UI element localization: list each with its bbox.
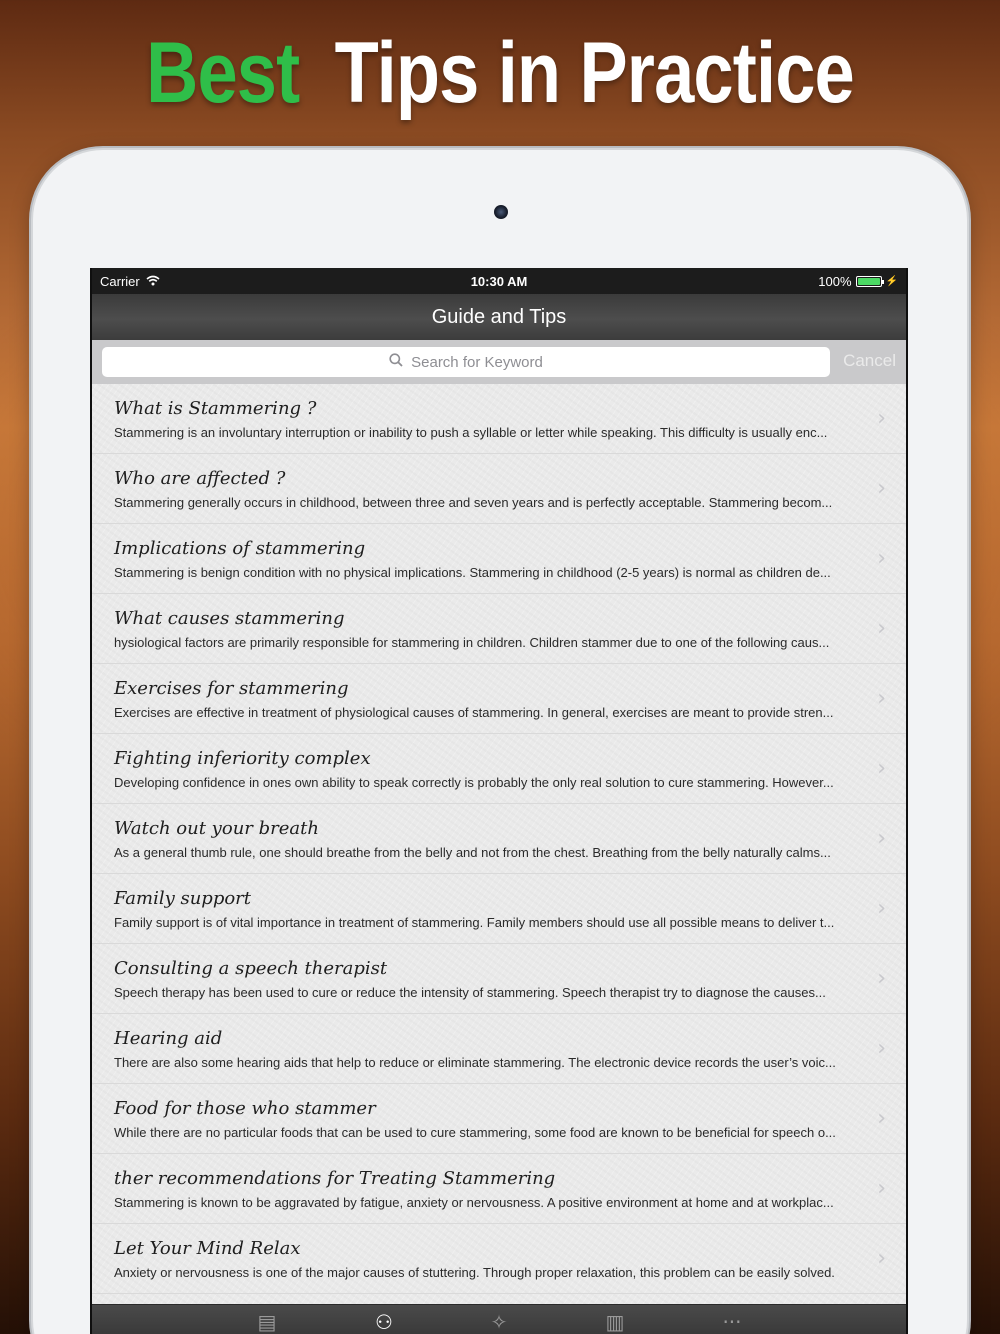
headline-accent: Best <box>146 25 300 121</box>
list-item-title: Hearing aid <box>114 1028 223 1049</box>
list-item[interactable] <box>92 594 906 664</box>
status-time: 10:30 AM <box>470 274 528 289</box>
list-item-title: Family support <box>114 888 252 909</box>
list-item[interactable] <box>92 384 906 454</box>
list-item[interactable] <box>92 1084 906 1154</box>
list-item[interactable] <box>92 454 906 524</box>
chevron-right-icon: › <box>877 896 886 921</box>
list-item[interactable] <box>92 1154 906 1224</box>
list-item-title: ther recommendations for Treating Stammering <box>114 1168 556 1189</box>
list-item-description: Family support is of vital importance in treatment of stammering. Family members should use all possible means to deliver t... <box>114 915 835 930</box>
chevron-right-icon: › <box>877 826 886 851</box>
chevron-right-icon: › <box>877 476 886 501</box>
list-item[interactable] <box>92 1224 906 1294</box>
chevron-right-icon: › <box>877 406 886 431</box>
list-item-description: While there are no particular foods that can be used to cure stammering, some food are known to be beneficial for speech o... <box>114 1125 836 1140</box>
more-icon[interactable]: ··· <box>722 1310 742 1334</box>
list-item-title: Implications of stammering <box>114 538 366 559</box>
list-item-description: Anxiety or nervousness is one of the major causes of stuttering. Through proper relaxation, this problem can be easily solved. <box>114 1265 835 1280</box>
cabinet-icon[interactable]: ▥ <box>605 1310 625 1334</box>
search-input[interactable] <box>102 347 830 377</box>
status-right <box>818 274 898 289</box>
list-item-description: Stammering is an involuntary interruption or inability to push a syllable or letter while speaking. This difficulty is usually enc... <box>114 425 828 440</box>
cancel-button[interactable]: Cancel <box>843 351 896 370</box>
list-item-title: Let Your Mind Relax <box>114 1238 301 1259</box>
list-item-description: Developing confidence in ones own ability to speak correctly is probably the only real solution to cure stammering. However... <box>114 775 834 790</box>
binoculars-icon[interactable]: ⚇ <box>375 1310 393 1334</box>
list-item-description: As a general thumb rule, one should breathe from the belly and not from the chest. Breathing from the belly naturally calms... <box>114 845 831 860</box>
battery-percent: 100% <box>818 274 852 289</box>
list-item-title: Watch out your breath <box>114 818 319 839</box>
chevron-right-icon: › <box>877 1176 886 1201</box>
charging-bolt-icon: ⚡ <box>885 276 898 287</box>
list-item-description: Speech therapy has been used to cure or reduce the intensity of stammering. Speech therapist try to diagnose the causes... <box>114 985 826 1000</box>
list-item[interactable] <box>92 524 906 594</box>
app-screen <box>90 268 908 1334</box>
promo-headline <box>80 18 920 128</box>
navigation-bar <box>92 294 906 340</box>
list-item-title: Exercises for stammering <box>114 678 349 699</box>
chevron-right-icon: › <box>877 546 886 571</box>
search-bar <box>92 340 906 384</box>
chevron-right-icon: › <box>877 686 886 711</box>
tips-list <box>92 384 906 1304</box>
list-item[interactable] <box>92 1014 906 1084</box>
list-item[interactable] <box>92 804 906 874</box>
notebook-icon[interactable]: ▤ <box>257 1310 277 1334</box>
list-item-description: Stammering is benign condition with no physical implications. Stammering in childhood (2-5 years) is normal as children de... <box>114 565 831 580</box>
list-item-description: hysiological factors are primarily responsible for stammering in children. Children stammer due to one of the following caus... <box>114 635 830 650</box>
search-icon <box>389 353 403 371</box>
list-item-title: Consulting a speech therapist <box>114 958 388 979</box>
chevron-right-icon: › <box>877 1106 886 1131</box>
chevron-right-icon: › <box>877 756 886 781</box>
battery-icon <box>856 276 882 287</box>
carrier-label: Carrier <box>100 274 140 289</box>
nav-title: Guide and Tips <box>431 306 567 328</box>
list-item-description: Stammering is known to be aggravated by fatigue, anxiety or nervousness. A positive environment at home and at workplac... <box>114 1195 834 1210</box>
headline-text: Tips in Practice <box>334 25 854 121</box>
list-item-title: What causes stammering <box>114 608 345 629</box>
chevron-right-icon: › <box>877 966 886 991</box>
list-item-description: Stammering generally occurs in childhood, between three and seven years and is perfectly acceptable. Stammering becom... <box>114 495 833 510</box>
list-item-description: There are also some hearing aids that help to reduce or eliminate stammering. The electronic device records the user’s voic... <box>114 1055 836 1070</box>
list-item-title: Who are affected ? <box>114 468 286 489</box>
list-item[interactable] <box>92 734 906 804</box>
chevron-right-icon: › <box>877 616 886 641</box>
search-placeholder: Search for Keyword <box>411 353 543 371</box>
list-item[interactable] <box>92 944 906 1014</box>
list-item-title: Food for those who stammer <box>114 1098 376 1119</box>
list-item[interactable] <box>92 664 906 734</box>
list-item-title: What is Stammering ? <box>114 398 317 419</box>
camera-icon <box>494 205 508 219</box>
list-item[interactable] <box>92 874 906 944</box>
list-item-description: Exercises are effective in treatment of physiological causes of stammering. In general, exercises are meant to provide stren... <box>114 705 834 720</box>
list-item-title: Fighting inferiority complex <box>114 748 371 769</box>
chevron-right-icon: › <box>877 1036 886 1061</box>
chevron-right-icon: › <box>877 1246 886 1271</box>
twitter-bird-icon[interactable]: ✧ <box>490 1310 508 1334</box>
tab-bar <box>92 1304 906 1334</box>
status-bar <box>92 268 906 294</box>
